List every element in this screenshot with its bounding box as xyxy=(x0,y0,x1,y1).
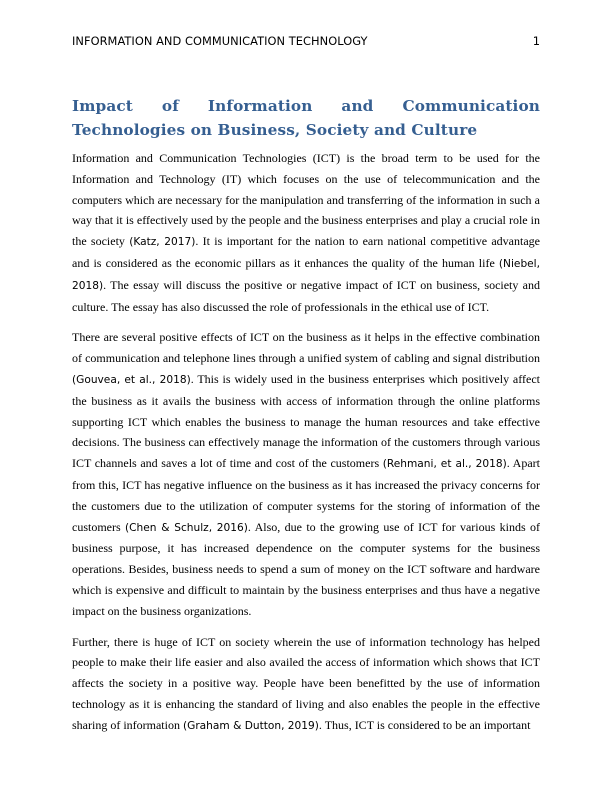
paragraph-text: Further, there is huge of ICT on society wherein the use of information technology has helped people to make their life easier and also availed the access of information which shows that ICT affects the society in a positive way. People have been benefitted by the use of information technology as it is enhancing the standard of living and also enables the people in the effective sharing of information xyxy=(72,634,540,732)
citation: (Niebel, 2018) xyxy=(72,257,540,292)
citation: (Katz, 2017) xyxy=(129,236,196,249)
document-body xyxy=(72,94,540,747)
document-title: Impact of Information and Communication Technologies on Business, Society and Culture xyxy=(72,97,540,139)
paragraph-text: . Apart from this, ICT has negative influence on the business as it has increased the privacy concerns for the customers due to the utilization of computer systems for the storing of information of the customers xyxy=(72,456,540,534)
running-header: INFORMATION AND COMMUNICATION TECHNOLOGY xyxy=(72,34,368,48)
paragraph-text: . This is widely used in the business enterprises which positively affect the business as it avails the business with access of information through the online platforms supporting ICT which enables the business to manage the human resources and take effective decisions. The business can effectively manage the information of the customers through various ICT channels and saves a lot of time and cost of the customers xyxy=(72,371,540,471)
paragraph-business xyxy=(72,327,540,621)
paragraph-text: . It is important for the nation to earn national competitive advantage and is considered as the economic pillars as it enhances the quality of the human life xyxy=(72,234,540,270)
citation: (Gouvea, et al., 2018) xyxy=(72,373,191,386)
citation: (Chen & Schulz, 2016) xyxy=(125,521,248,534)
paragraph-text: There are several positive effects of ICT on the business as it helps in the effective combination of communication and telephone lines through a unified system of cabling and signal distribution xyxy=(72,330,540,366)
paragraph-text: Information and Communication Technologies (ICT) is the broad term to be used for the Information and Technology (IT) which focuses on the use of telecommunication and the computers which are necessary for the manipulation and transferring of the information in such a way that it is effectively used by the people and the business enterprises and play a crucial role in the society xyxy=(72,151,540,249)
paragraph-text: . Thus, ICT is considered to be an important xyxy=(318,717,531,732)
paragraph-introduction xyxy=(72,148,540,317)
page-number: 1 xyxy=(532,34,540,48)
citation: (Rehmani, et al., 2018) xyxy=(382,458,507,471)
paragraph-text: . Also, due to the growing use of ICT for various kinds of business purpose, it has increased dependence on the computer systems for the business operations. Besides, business needs to spend a sum of money on the ICT software and hardware which is expensive and difficult to maintain by the business enterprises and thus have a negative impact on the business organizations. xyxy=(72,519,541,618)
citation: (Graham & Dutton, 2019) xyxy=(182,719,319,732)
paragraph-text: . The essay will discuss the positive or negative impact of ICT on business, society and culture. The essay has also discussed the role of professionals in the ethical use of ICT. xyxy=(72,277,540,314)
paragraph-society xyxy=(72,632,540,737)
